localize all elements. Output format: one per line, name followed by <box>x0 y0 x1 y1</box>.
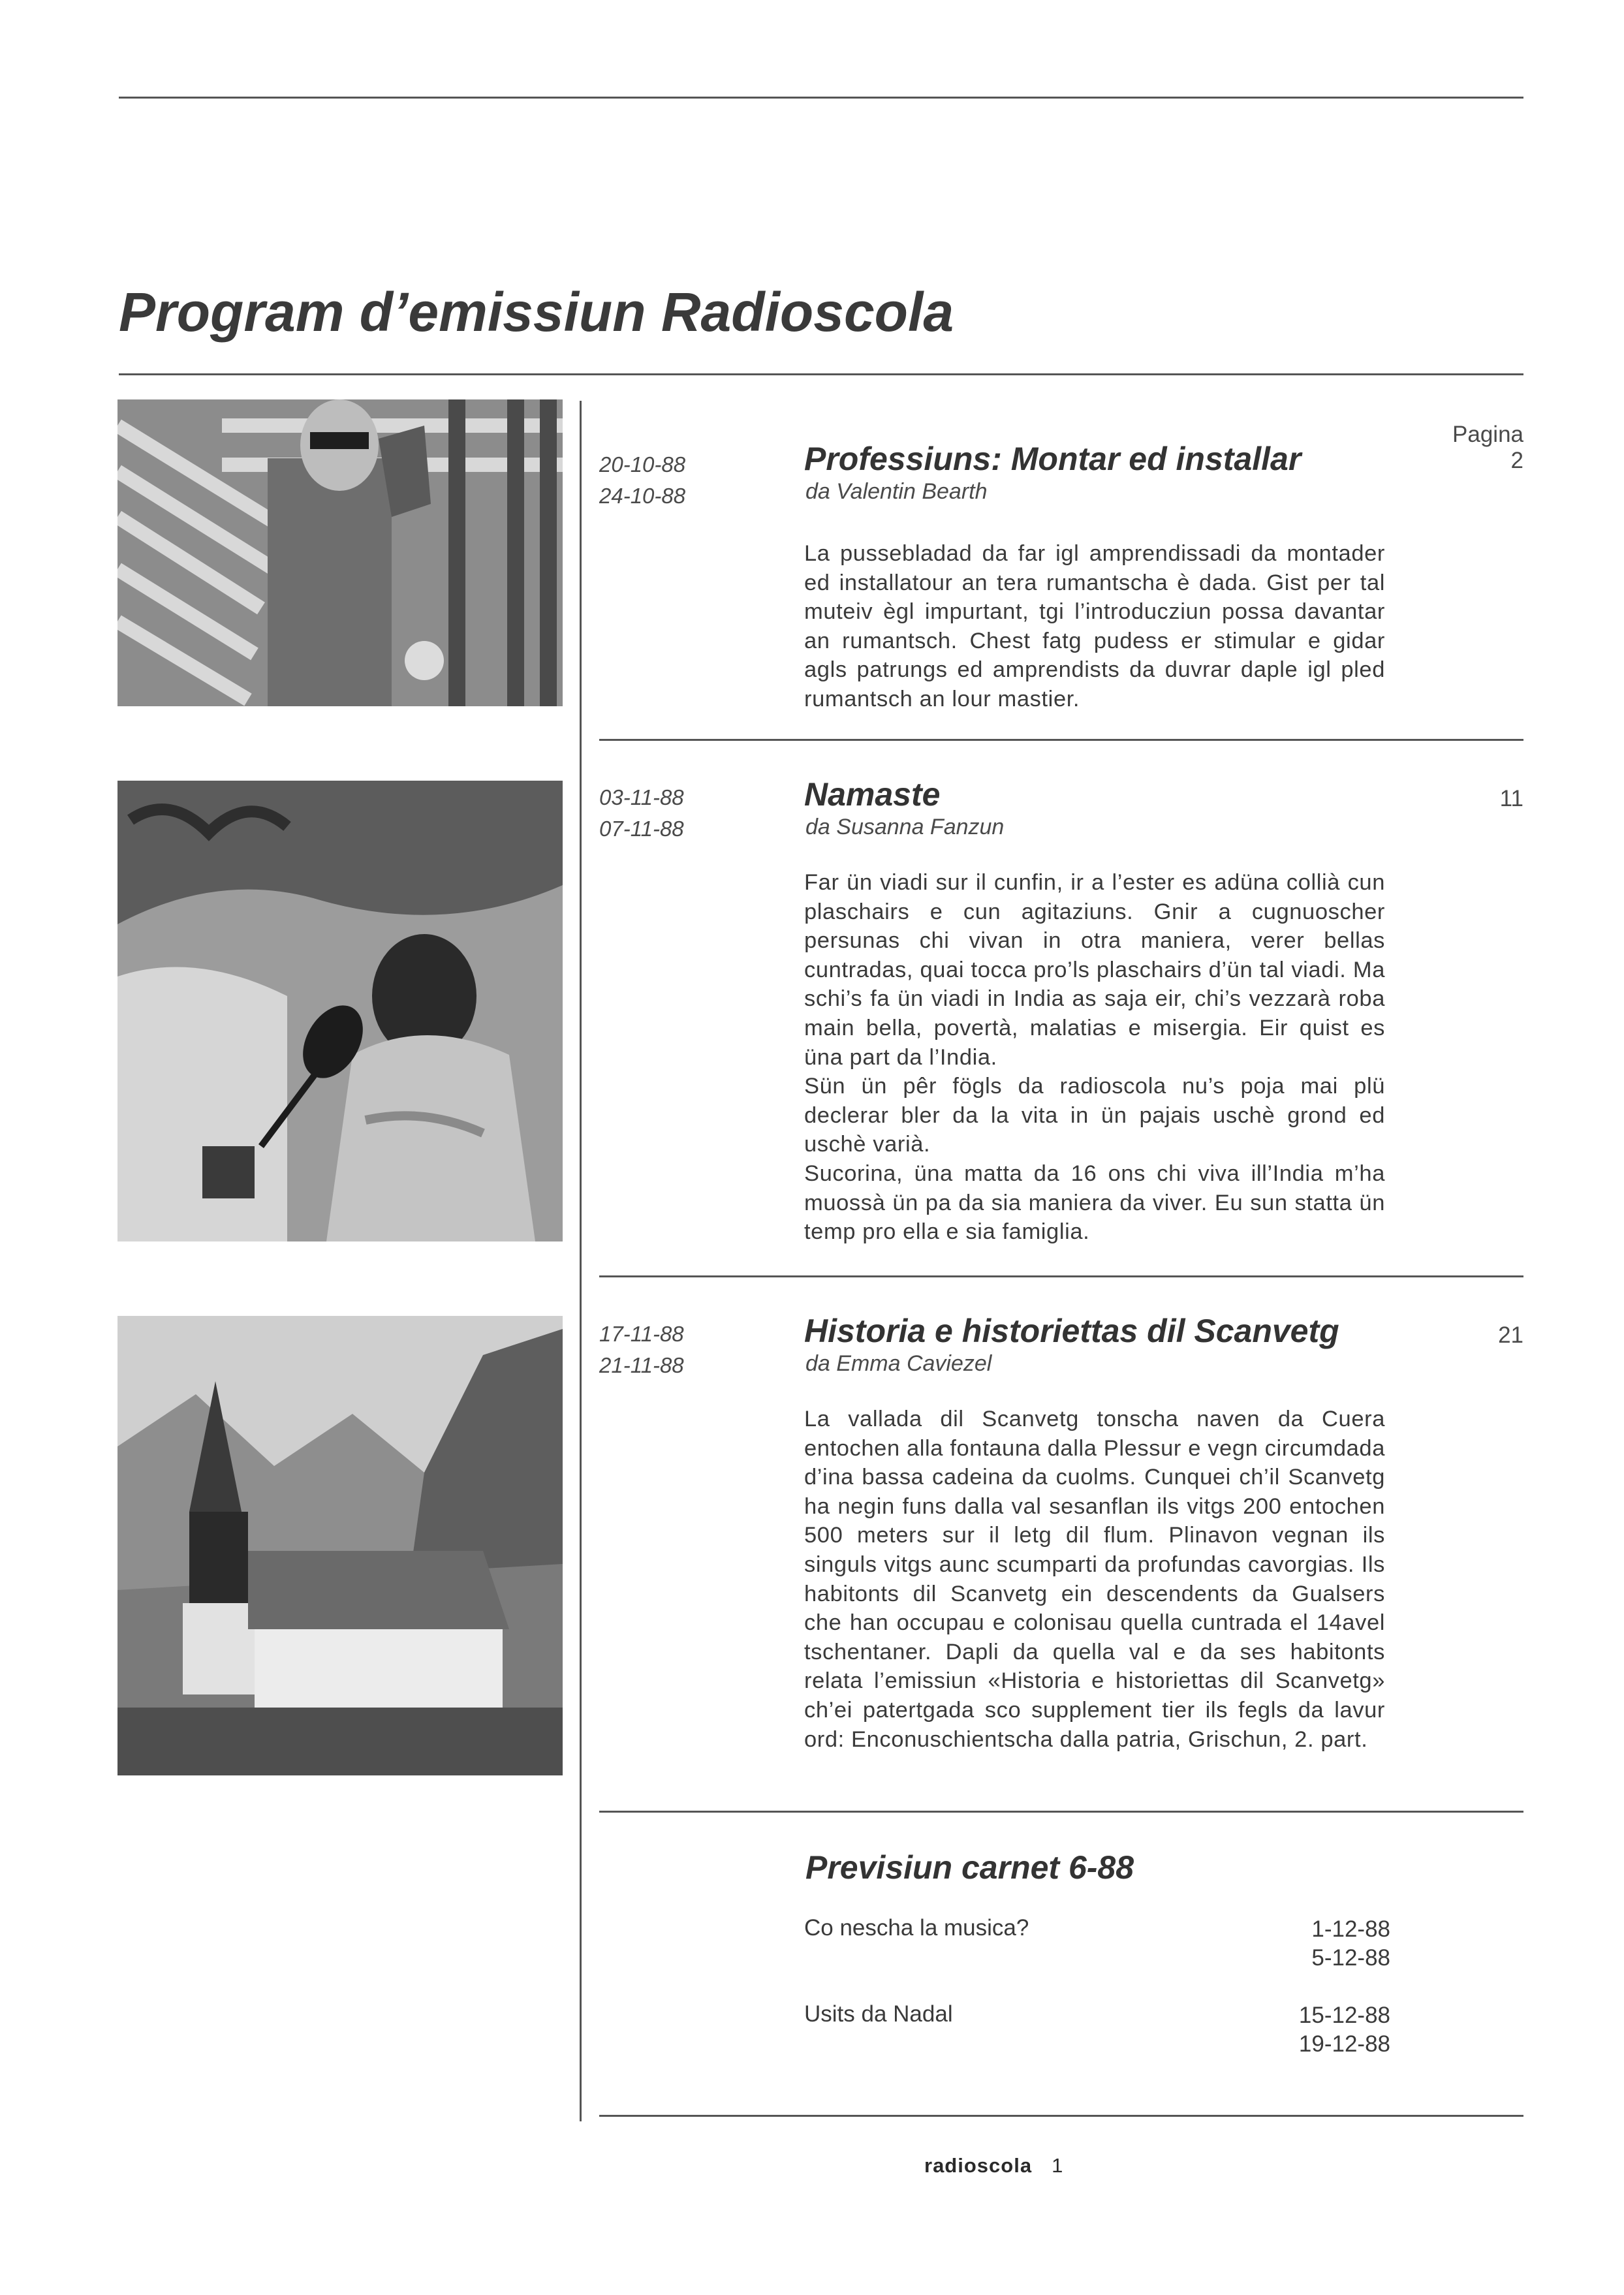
episode-3-description <box>804 1405 1385 1754</box>
title-rule <box>119 373 1523 375</box>
episode-3-dates <box>599 1319 684 1381</box>
preview-title: Previsiun carnet 6-88 <box>805 1849 1134 1886</box>
photo-mountain-church <box>117 1316 563 1775</box>
column-divider <box>580 401 582 2121</box>
episode-3-date-start: 17-11-88 <box>599 1322 684 1346</box>
episode-1-description <box>804 539 1385 714</box>
page-column-label: Pagina 2 <box>1452 422 1523 473</box>
preview-item-2-dates: 15-12-88 19-12-88 <box>1298 2003 1390 2057</box>
photo-interview-microphone <box>117 781 563 1241</box>
bottom-rule <box>599 2115 1523 2117</box>
episode-2-dates <box>599 782 684 845</box>
episode-2-paragraph-1: Far ün viadi sur il cunfin, ir a l’ester es adüna collià cun plaschairs e cun agitaziuns. Gnir a cugnuoscher persunas chi vivan in otra maniera, verer bellas cuntradas, quai tocca pro’ls plaschairs d’ün tal viadi. Ma schi’s fa ün viadi in India as saja eir, chi’s vezzarà roba main bella, povertà, malatias e misergia. Eir quist es üna part da l’India. <box>804 870 1385 1070</box>
episode-2-author: da Susanna Fanzun <box>805 815 1005 839</box>
episode-2-title: Namaste <box>804 776 941 813</box>
episode-2-description <box>804 868 1385 1247</box>
episode-1-dates <box>599 449 685 512</box>
episode-1-date-start: 20-10-88 <box>599 452 686 476</box>
episode-3-title: Historia e historiettas dil Scanvetg <box>804 1313 1339 1349</box>
footer-publication: radioscola <box>924 2154 1033 2177</box>
episode-3-paragraph: La vallada dil Scanvetg tonscha naven da Cuera entochen alla fontauna dalla Plessur e vegn circumdada d’ina bassa cadeina da cuolms. Cunquei ch’il Scanvetg ha negin funs dalla val sesanflan ils vitgs 200 entochen 500 meters sur il letg dil flum. Plinavon vegnan ils singuls vitgs aunc scumparti da profundas cavorgias. Ils habitonts dil Scanvetg ein descendents da Gualsers che han occupau e colonisau quella cuntrada el 14avel tschentaner. Dapli da quella val e da ses habitonts relata l’emissiun «Historia e historiettas dil Scanvetg» ch’ei patertgada sco supplement tier ils fegls da lavur ord: Enconuschientscha dalla patria, Grischun, 2. part. <box>804 1407 1385 1752</box>
top-rule <box>119 97 1523 99</box>
episode-3-date-end: 21-11-88 <box>599 1353 684 1377</box>
episode-2-date-end: 07-11-88 <box>599 817 684 841</box>
episode-1-paragraph: La pussebladad da far igl amprendissadi da montader ed installatour an tera rumantscha è dada. Gist per tal muteiv ègl impurtant, tgi l’introducziun possa davantar an rumantsch. Chest fatg pudess er stimular e gidar agls patrungs ed amprendists da duvrar daple igl pled rumantsch an lour mastier. <box>804 541 1385 711</box>
section-rule-2 <box>599 1275 1523 1277</box>
section-rule-3 <box>599 1811 1523 1813</box>
episode-1-author: da Valentin Bearth <box>805 479 988 504</box>
episode-3-page: 21 <box>1498 1322 1523 1348</box>
episode-1-page: 2 <box>1510 448 1523 473</box>
episode-2-paragraph-2: Sün ün pêr fögls da radioscola nu’s poja mai plü declerar bler da la vita in ün pajais uschè grond ed uschè varià. <box>804 1074 1385 1157</box>
preview-item-2-label: Usits da Nadal <box>804 2001 953 2027</box>
episode-2-date-start: 03-11-88 <box>599 785 684 809</box>
page-title: Program d’emissiun Radioscola <box>119 281 954 343</box>
footer <box>924 2154 1063 2178</box>
episode-2-paragraph-3: Sucorina, üna matta da 16 ons chi viva ill’India m’ha muossà ün pa da sia maniera da viver. Eu sun statta ün temp pro ella e sia famiglia. <box>804 1161 1385 1245</box>
preview-item-1-dates: 1-12-88 5-12-88 <box>1311 1916 1390 1971</box>
episode-3-author: da Emma Caviezel <box>805 1351 992 1376</box>
episode-2-page: 11 <box>1499 786 1523 811</box>
photo-welder-pipes <box>117 399 563 706</box>
episode-1-title: Professiuns: Montar ed installar <box>804 441 1302 477</box>
episode-1-date-end: 24-10-88 <box>599 484 686 508</box>
section-rule-1 <box>599 739 1523 741</box>
preview-item-1-label: Co nescha la musica? <box>804 1915 1029 1941</box>
footer-page-number: 1 <box>1052 2154 1063 2177</box>
